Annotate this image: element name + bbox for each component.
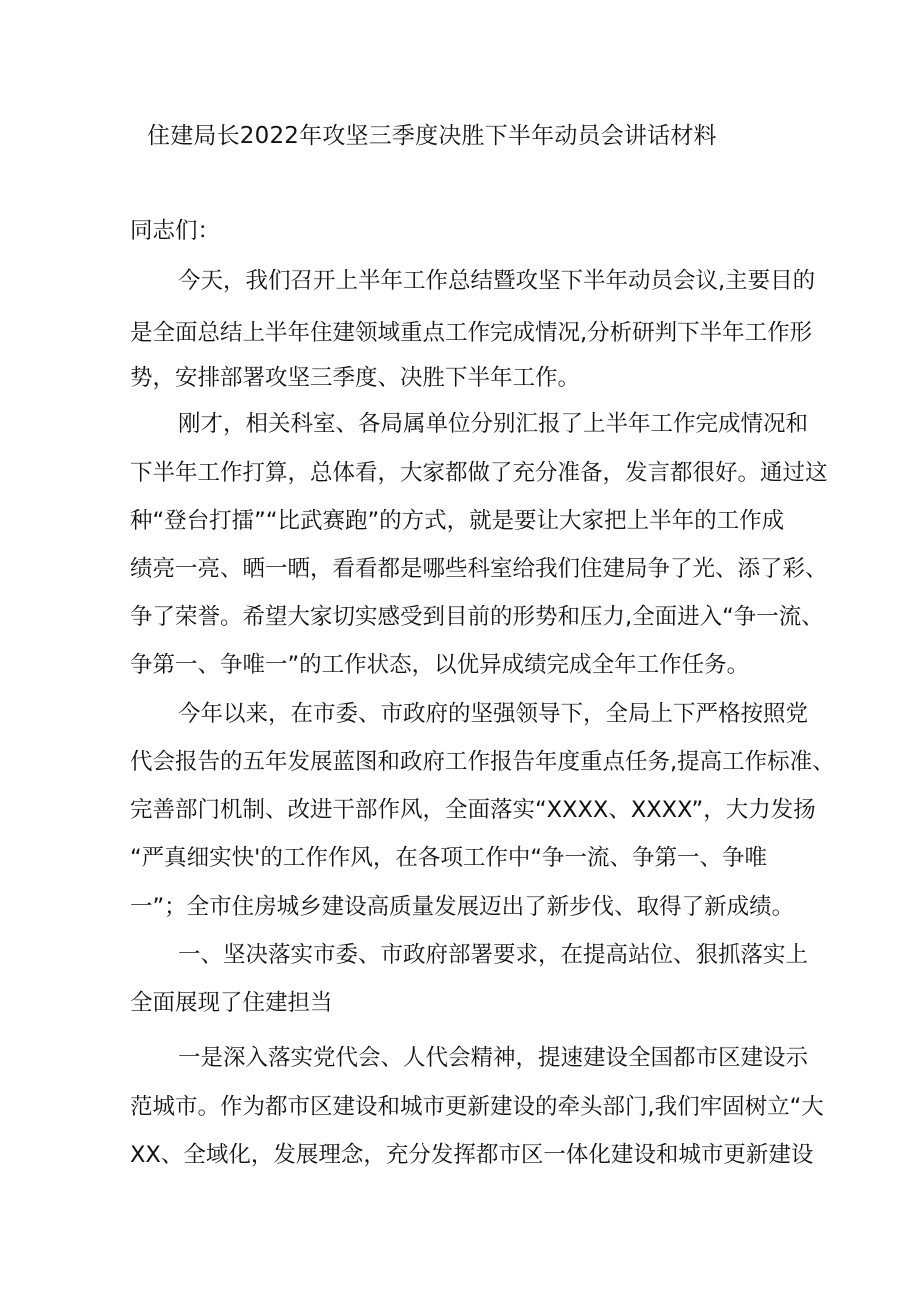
paragraph-line: 刚才，相关科室、各局属单位分别汇报了上半年工作完成情况和 — [178, 411, 809, 437]
paragraph-line: 争了荣誉。希望大家切实感受到目前的形势和压力,全面进入“争一流、 — [130, 604, 824, 630]
section-heading: 全面展现了住建担当 — [130, 990, 333, 1016]
paragraph-line: 绩亮一亮、晒一晒，看看都是哪些科室给我们住建局争了光、添了彩、 — [130, 556, 828, 582]
paragraph-line: 一是深入落实党代会、人代会精神，提速建设全国都市区建设示 — [178, 1045, 809, 1071]
paragraph-line: 范城市。作为都市区建设和城市更新建设的牵头部门,我们牢固树立“大 — [130, 1094, 824, 1120]
paragraph-line: 下半年工作打算，总体看，大家都做了充分准备，发言都很好。通过这 — [130, 460, 828, 486]
document-title: 住建局长2022年攻坚三季度决胜下半年动员会讲话材料 — [147, 123, 717, 149]
paragraph-line: 完善部门机制、改进干部作风，全面落实“XXXX、XXXX”，大力发扬 — [130, 797, 816, 823]
paragraph-line: “严真细实快'的工作作风，在各项工作中“争一流、争第一、争唯 — [130, 845, 767, 871]
paragraph-line: 今年以来，在市委、市政府的坚强领导下，全局上下严格按照党 — [178, 701, 809, 727]
paragraph-line: XX、全域化，发展理念，充分发挥都市区一体化建设和城市更新建设 — [130, 1142, 814, 1168]
paragraph-line: 一”；全市住房城乡建设高质量发展迈出了新步伐、取得了新成绩。 — [130, 894, 795, 920]
paragraph-line: 是全面总结上半年住建领域重点工作完成情况,分析研判下半年工作形 — [130, 320, 813, 346]
paragraph-line: 种“登台打擂”“比武赛跑”的方式，就是要让大家把上半年的工作成 — [130, 508, 785, 534]
paragraph-line: 今天，我们召开上半年工作总结暨攻坚下半年动员会议,主要目的 — [178, 268, 816, 294]
section-heading: 一、坚决落实市委、市政府部署要求，在提高站位、狠抓落实上 — [178, 942, 809, 968]
paragraph-line: 代会报告的五年发展蓝图和政府工作报告年度重点任务,提高工作标准、 — [130, 749, 835, 775]
paragraph-line: 势，安排部署攻坚三季度、决胜下半年工作。 — [130, 365, 581, 391]
paragraph-line: 争第一、争唯一”的工作状态，以优异成绩完成全年工作任务。 — [130, 652, 750, 678]
salutation: 同志们： — [130, 218, 221, 244]
